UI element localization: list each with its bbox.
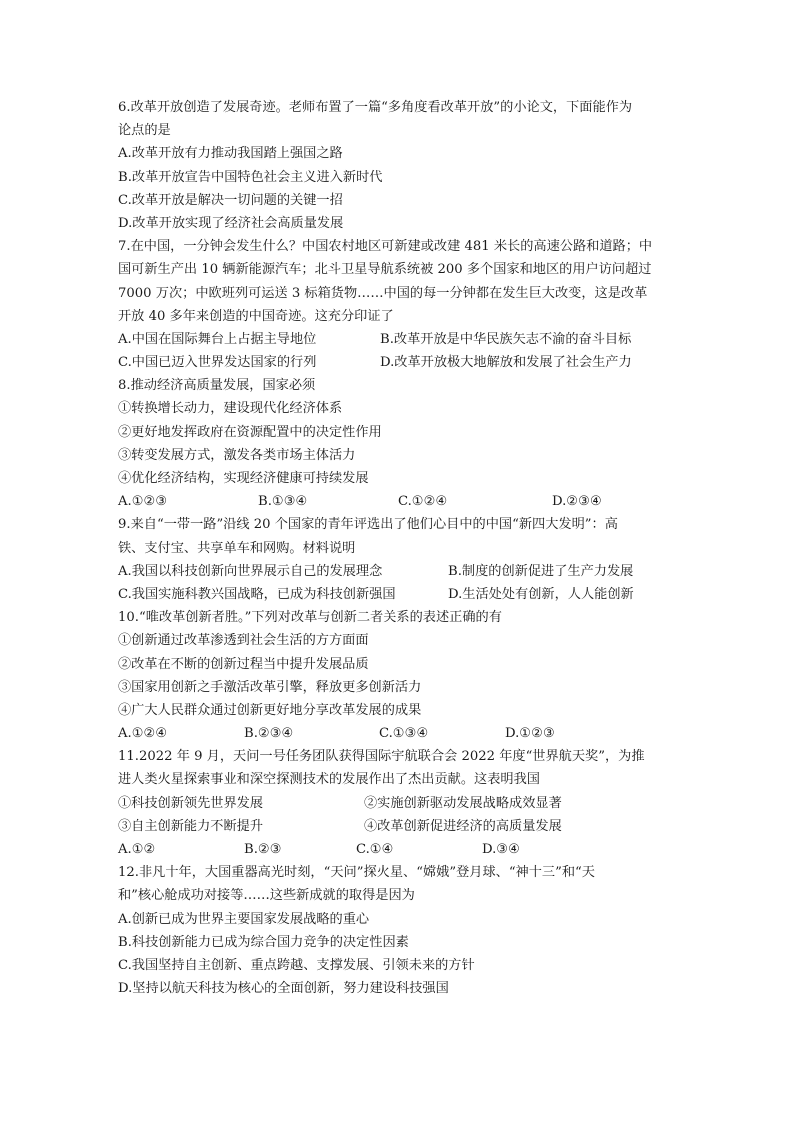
question-10-statement-4: ④广大人民群众通过创新更好地分享改革发展的成果: [118, 702, 422, 718]
question-11-stem-line-1: 11.2022 年 9 月，天问一号任务团队获得国际宇航联合会 2022 年度“世界航天奖”，为推: [118, 749, 645, 765]
question-9-option-a[interactable]: A.我国以科技创新向世界展示自己的发展理念: [118, 563, 383, 579]
question-8-option-b[interactable]: B.①③④: [258, 494, 308, 510]
question-8-options-row: [118, 490, 678, 513]
question-8-option-a[interactable]: A.①②③: [118, 494, 168, 510]
question-6: [118, 96, 678, 235]
question-8-statement-2: ②更好地发挥政府在资源配置中的决定性作用: [118, 424, 382, 440]
question-12-option-c[interactable]: C.我国坚持自主创新、重点跨越、支撑发展、引领未来的方针: [118, 957, 475, 973]
question-11-statements-row-1: [118, 792, 678, 815]
question-7-option-a[interactable]: A.中国在国际舞台上占据主导地位: [118, 331, 317, 347]
question-12-option-b[interactable]: B.科技创新能力已成为综合国力竞争的决定性因素: [118, 934, 409, 950]
question-6-stem-line-2: 论点的是: [118, 123, 171, 139]
question-10-options-row: [118, 722, 678, 745]
question-7-stem-line-1: 7.在中国，一分钟会发生什么？中国农村地区可新建或改建 481 米长的高速公路和道路；中: [118, 239, 653, 255]
question-12-option-a[interactable]: A.创新已成为世界主要国家发展战略的重心: [118, 911, 370, 927]
question-9: [118, 513, 678, 606]
question-9-option-b[interactable]: B.制度的创新促进了生产力发展: [448, 563, 634, 579]
question-10-statement-3: ③国家用创新之手激活改革引擎，释放更多创新活力: [118, 679, 422, 695]
question-10-option-b[interactable]: B.②③④: [244, 726, 294, 742]
question-12-option-d[interactable]: D.坚持以航天科技为核心的全面创新，努力建设科技强国: [118, 981, 449, 997]
question-11-option-b[interactable]: B.②③: [244, 842, 282, 857]
question-12-stem-line-1: 12.非凡十年，大国重器高光时刻，“天问”探火星、“嫦娥”登月球、“神十三”和“天: [118, 865, 595, 881]
question-10-option-c[interactable]: C.①③④: [379, 726, 429, 742]
question-7: [118, 235, 678, 374]
question-11-statement-1: ①科技创新领先世界发展: [118, 795, 264, 811]
question-11-option-d[interactable]: D.③④: [482, 842, 520, 857]
question-8: [118, 374, 678, 513]
question-7-stem-line-4: 开放 40 多年来创造的中国奇迹。这充分印证了: [118, 308, 394, 324]
question-7-option-d[interactable]: D.改革开放极大地解放和发展了社会生产力: [380, 355, 632, 371]
question-10: [118, 606, 678, 745]
question-7-options-row-2: [118, 351, 678, 374]
question-8-statement-4: ④优化经济结构，实现经济健康可持续发展: [118, 471, 369, 486]
question-6-stem-line-1: 6.改革开放创造了发展奇迹。老师布置了一篇“多角度看改革开放”的小论文，下面能作为: [118, 100, 632, 115]
question-9-option-d[interactable]: D.生活处处有创新，人人能创新: [448, 586, 634, 602]
question-10-statement-2: ②改革在不断的创新过程当中提升发展品质: [118, 656, 369, 672]
question-11-option-c[interactable]: C.①④: [356, 842, 394, 857]
question-9-options-row-2: [118, 583, 678, 606]
question-11-statements-row-2: [118, 815, 678, 838]
question-8-statement-3: ③转变发展方式，激发各类市场主体活力: [118, 447, 356, 463]
question-8-option-d[interactable]: D.②③④: [552, 494, 602, 510]
question-6-option-d[interactable]: D.改革开放实现了经济社会高质量发展: [118, 215, 344, 231]
question-12: [118, 861, 678, 1000]
question-11-statement-3: ③自主创新能力不断提升: [118, 818, 264, 834]
question-10-stem: 10.“唯改革创新者胜。”下列对改革与创新二者关系的表述正确的有: [118, 610, 502, 626]
question-9-stem-line-1: 9.来自“一带一路”沿线 20 个国家的青年评选出了他们心目中的中国“新四大发明”：高: [118, 517, 618, 533]
question-10-option-d[interactable]: D.①②③: [505, 726, 555, 742]
question-7-stem-line-3: 7000 万次；中欧班列可运送 3 标箱货物……中国的每一分钟都在发生巨大改变，这是改革: [118, 285, 648, 301]
question-7-option-c[interactable]: C.中国已迈入世界发达国家的行列: [118, 355, 317, 371]
question-7-options-row-1: [118, 328, 678, 351]
question-10-statement-1: ①创新通过改革渗透到社会生活的方方面面: [118, 633, 369, 649]
question-9-option-c[interactable]: C.我国实施科教兴国战略，已成为科技创新强国: [118, 586, 396, 602]
question-list: [118, 96, 678, 1000]
question-11-statement-2: ②实施创新驱动发展战略成效显著: [364, 795, 562, 811]
question-7-option-b[interactable]: B.改革开放是中华民族矢志不渝的奋斗目标: [380, 331, 632, 347]
question-6-option-c[interactable]: C.改革开放是解决一切问题的关键一招: [118, 192, 343, 208]
question-7-stem-line-2: 国可新生产出 10 辆新能源汽车；北斗卫星导航系统被 200 多个国家和地区的用户访问超过: [118, 262, 652, 278]
question-11-option-a[interactable]: A.①②: [118, 842, 156, 857]
question-12-stem-line-2: 和”核心舱成功对接等……这些新成就的取得是因为: [118, 888, 415, 904]
question-11: [118, 745, 678, 861]
question-10-option-a[interactable]: A.①②④: [118, 726, 168, 742]
question-9-stem-line-2: 铁、支付宝、共享单车和网购。材料说明: [118, 540, 356, 556]
question-6-option-a[interactable]: A.改革开放有力推动我国踏上强国之路: [118, 146, 343, 162]
question-6-option-b[interactable]: B.改革开放宣告中国特色社会主义进入新时代: [118, 169, 383, 185]
question-11-statement-4: ④改革创新促进经济的高质量发展: [364, 818, 562, 834]
question-8-stem: 8.推动经济高质量发展，国家必须: [118, 378, 316, 394]
question-9-options-row-1: [118, 560, 678, 583]
question-11-stem-line-2: 进人类火星探索事业和深空探测技术的发展作出了杰出贡献。这表明我国: [118, 772, 540, 788]
question-8-option-c[interactable]: C.①②④: [398, 494, 448, 510]
question-11-options-row: [118, 838, 678, 861]
question-8-statement-1: ①转换增长动力，建设现代化经济体系: [118, 401, 343, 417]
